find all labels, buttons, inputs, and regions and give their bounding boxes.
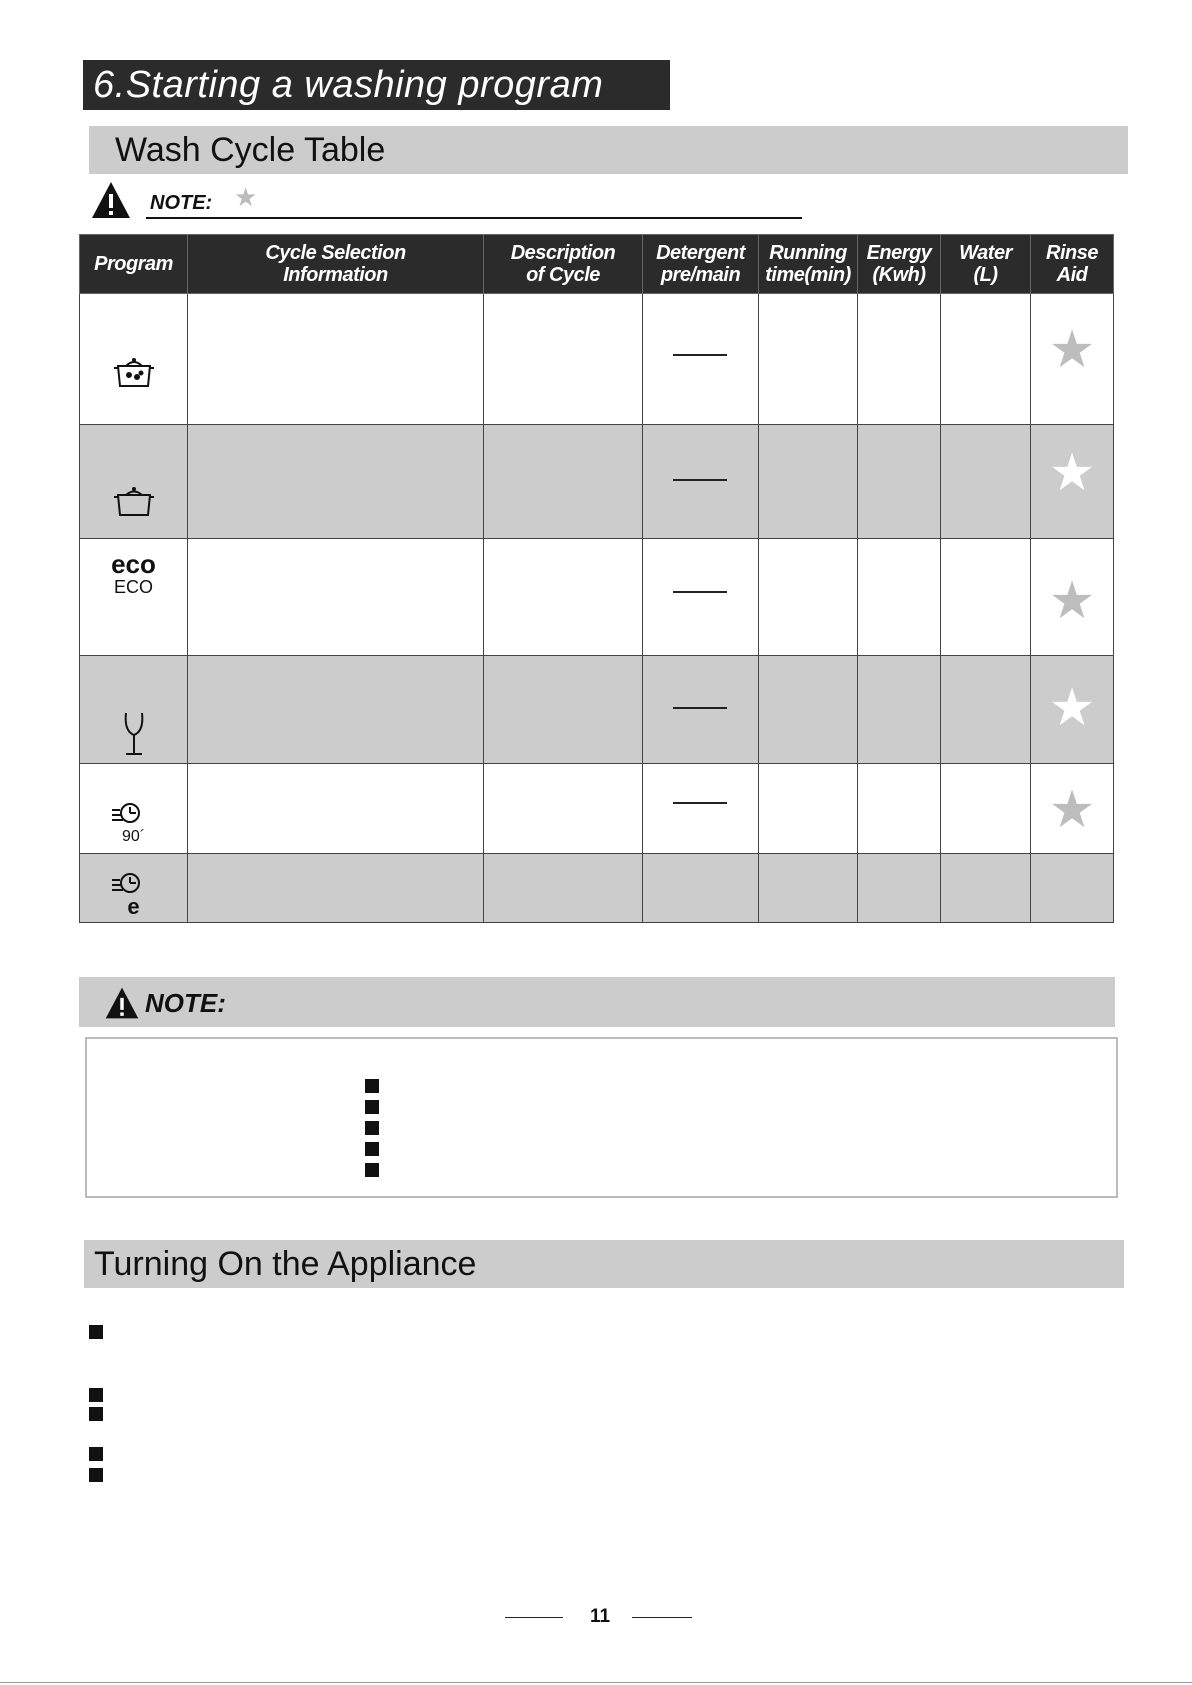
program-cell	[80, 425, 188, 539]
dash-mark	[673, 479, 727, 481]
bullet-square	[365, 1100, 379, 1114]
cycle-selection-cell	[188, 425, 484, 539]
table-row	[80, 425, 1114, 539]
turning-on-heading: Turning On the Appliance	[84, 1240, 1124, 1288]
water-cell	[941, 656, 1031, 764]
star-icon: ★	[1048, 781, 1096, 839]
table-row	[80, 656, 1114, 764]
pot-icon	[112, 485, 156, 519]
water-cell	[941, 854, 1031, 923]
table-header-row	[80, 235, 1114, 294]
table-row	[80, 294, 1114, 425]
water-cell	[941, 764, 1031, 854]
dash-mark	[673, 707, 727, 709]
bullet-square	[365, 1121, 379, 1135]
note-box	[85, 1037, 1118, 1198]
dash-mark	[673, 802, 727, 804]
description-cell	[484, 764, 643, 854]
rinse-aid-cell	[1031, 425, 1114, 539]
star-icon: ★	[1048, 444, 1096, 502]
program-label: e	[127, 894, 140, 919]
program-label: 90´	[121, 828, 146, 845]
description-cell	[484, 539, 643, 656]
rinse-aid-cell	[1031, 656, 1114, 764]
energy-cell	[858, 539, 941, 656]
header-rinse-aid: Rinse Aid	[1031, 235, 1114, 294]
running-time-cell	[759, 656, 858, 764]
page-number: 11	[590, 1606, 611, 1627]
water-cell	[941, 539, 1031, 656]
program-cell	[80, 854, 188, 923]
running-time-cell	[759, 854, 858, 923]
header-water: Water (L)	[941, 235, 1031, 294]
bullet-square	[89, 1447, 103, 1461]
water-cell	[941, 425, 1031, 539]
note-label: NOTE:	[145, 988, 226, 1018]
dash-mark	[673, 591, 727, 593]
note-label: NOTE:	[150, 192, 213, 214]
cycle-selection-cell	[188, 656, 484, 764]
wash-cycle-table-heading: Wash Cycle Table	[89, 126, 1128, 174]
bullet-square	[89, 1325, 103, 1339]
note-underline	[146, 217, 802, 219]
page-bottom-edge	[0, 1682, 1192, 1683]
program-cell	[80, 539, 188, 656]
bullet-square	[365, 1079, 379, 1093]
eco-text-icon	[80, 551, 187, 597]
star-icon: ★	[1048, 679, 1096, 737]
detergent-cell	[643, 854, 759, 923]
header-cycle-selection: Cycle Selection Information	[188, 235, 484, 294]
eco-label-upper: ECO	[113, 577, 153, 597]
program-cell	[80, 764, 188, 854]
table-row	[80, 854, 1114, 923]
bullet-square	[89, 1468, 103, 1482]
energy-cell	[858, 854, 941, 923]
energy-cell	[858, 656, 941, 764]
detergent-cell	[643, 656, 759, 764]
detergent-cell	[643, 425, 759, 539]
description-cell	[484, 425, 643, 539]
description-cell	[484, 294, 643, 425]
table-row	[80, 764, 1114, 854]
energy-cell	[858, 425, 941, 539]
bullet-square	[89, 1407, 103, 1421]
table-row	[80, 539, 1114, 656]
page-number-rule-left	[505, 1617, 563, 1618]
cycle-selection-cell	[188, 854, 484, 923]
table-note-line	[90, 180, 802, 220]
page-number-rule-right	[632, 1617, 692, 1618]
star-icon: ★	[1048, 321, 1096, 379]
energy-cell	[858, 764, 941, 854]
running-time-cell	[759, 764, 858, 854]
detergent-cell	[643, 539, 759, 656]
energy-cell	[858, 294, 941, 425]
program-cell	[80, 656, 188, 764]
cycle-selection-cell	[188, 539, 484, 656]
header-description: Description of Cycle	[484, 235, 643, 294]
header-running-time: Running time(min)	[759, 235, 858, 294]
program-cell	[80, 294, 188, 425]
detergent-cell	[643, 294, 759, 425]
section-title: 6.Starting a washing program	[83, 60, 670, 110]
star-icon: ★	[1048, 572, 1096, 630]
quick-clock-icon	[110, 872, 142, 896]
rinse-aid-cell	[1031, 294, 1114, 425]
header-energy: Energy (Kwh)	[858, 235, 941, 294]
bullet-square	[365, 1142, 379, 1156]
note-bar	[79, 977, 1115, 1027]
wine-glass-icon	[122, 711, 146, 757]
cycle-selection-cell	[188, 294, 484, 425]
rinse-aid-cell	[1031, 539, 1114, 656]
detergent-cell	[643, 764, 759, 854]
dash-mark	[673, 354, 727, 356]
running-time-cell	[759, 539, 858, 656]
header-program: Program	[80, 235, 188, 294]
rinse-aid-cell	[1031, 854, 1114, 923]
bullet-square	[89, 1388, 103, 1402]
description-cell	[484, 656, 643, 764]
quick-clock-icon	[110, 802, 142, 826]
running-time-cell	[759, 294, 858, 425]
warning-icon	[90, 180, 132, 220]
running-time-cell	[759, 425, 858, 539]
bullet-square	[365, 1163, 379, 1177]
cycle-selection-cell	[188, 764, 484, 854]
wash-cycle-table	[79, 234, 1114, 923]
pot-with-food-icon	[112, 356, 156, 390]
header-detergent: Detergent pre/main	[643, 235, 759, 294]
description-cell	[484, 854, 643, 923]
eco-label-lower: eco	[111, 549, 156, 579]
water-cell	[941, 294, 1031, 425]
star-icon: ★	[234, 182, 258, 212]
warning-icon	[104, 985, 140, 1021]
rinse-aid-cell	[1031, 764, 1114, 854]
